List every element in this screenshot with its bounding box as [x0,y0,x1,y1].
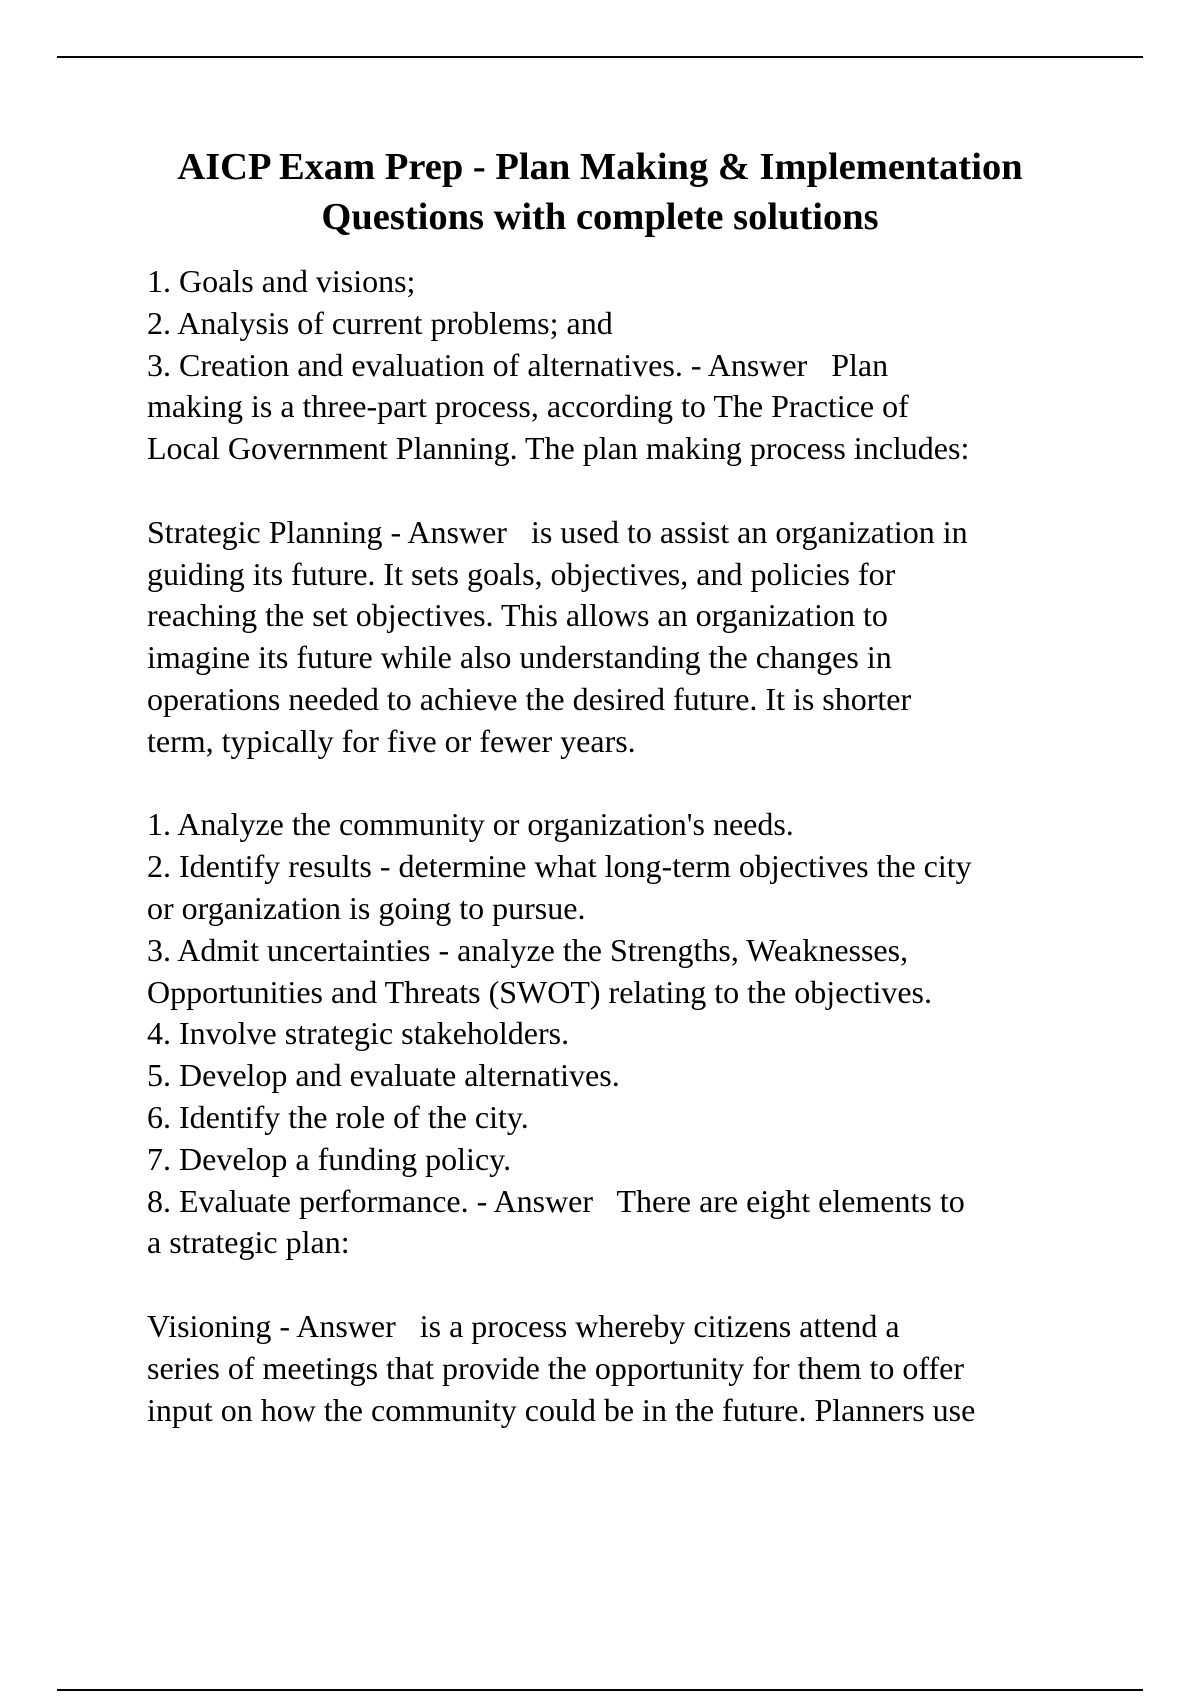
document-body [147,261,1157,1431]
text-line: 3. Creation and evaluation of alternatives. - Answer Plan [147,346,889,383]
bottom-divider [57,1689,1143,1691]
text-line: reaching the set objectives. This allows an organization to [147,597,888,634]
text-line: operations needed to achieve the desired future. It is shorter [147,680,912,717]
text-line: Strategic Planning - Answer is used to assist an organization in [147,513,968,550]
text-line: guiding its future. It sets goals, objectives, and policies for [147,555,896,592]
text-line: making is a three-part process, according to The Practice of [147,388,909,425]
text-line: Local Government Planning. The plan making process includes: [147,430,970,467]
paragraph-strategic-planning [147,512,1157,763]
text-line: 1. Goals and visions; [147,263,416,299]
text-line: 1. Analyze the community or organization's needs. [147,806,794,843]
title-line: Questions with complete solutions [321,196,879,238]
title-line: AICP Exam Prep - Plan Making & Implementation [177,146,1023,188]
text-line: 2. Identify results - determine what long-term objectives the city [147,848,972,885]
page-title [100,142,1100,242]
paragraph-strategic-plan-elements [147,804,1157,1264]
paragraph-gap [147,470,1157,512]
top-divider [57,56,1143,58]
text-line: term, typically for five or fewer years. [147,722,636,759]
text-line: or organization is going to pursue. [147,889,586,926]
paragraph-gap [147,1264,1157,1306]
text-line: input on how the community could be in the future. Planners use [147,1391,976,1428]
paragraph-plan-making [147,261,1157,470]
text-line: 5. Develop and evaluate alternatives. [147,1057,620,1094]
text-line: imagine its future while also understanding the changes in [147,639,892,676]
text-line: Opportunities and Threats (SWOT) relating to the objectives. [147,973,932,1010]
text-line: a strategic plan: [147,1224,350,1261]
text-line: 3. Admit uncertainties - analyze the Strengths, Weaknesses, [147,931,909,968]
paragraph-visioning [147,1306,1157,1431]
text-line: series of meetings that provide the opportunity for them to offer [147,1349,964,1386]
text-line: 7. Develop a funding policy. [147,1140,512,1177]
text-line: 8. Evaluate performance. - Answer There are eight elements to [147,1182,965,1219]
text-line: Visioning - Answer is a process whereby citizens attend a [147,1307,900,1344]
text-line: 6. Identify the role of the city. [147,1098,529,1135]
text-line: 4. Involve strategic stakeholders. [147,1015,570,1052]
text-line: 2. Analysis of current problems; and [147,304,613,341]
paragraph-gap [147,763,1157,805]
